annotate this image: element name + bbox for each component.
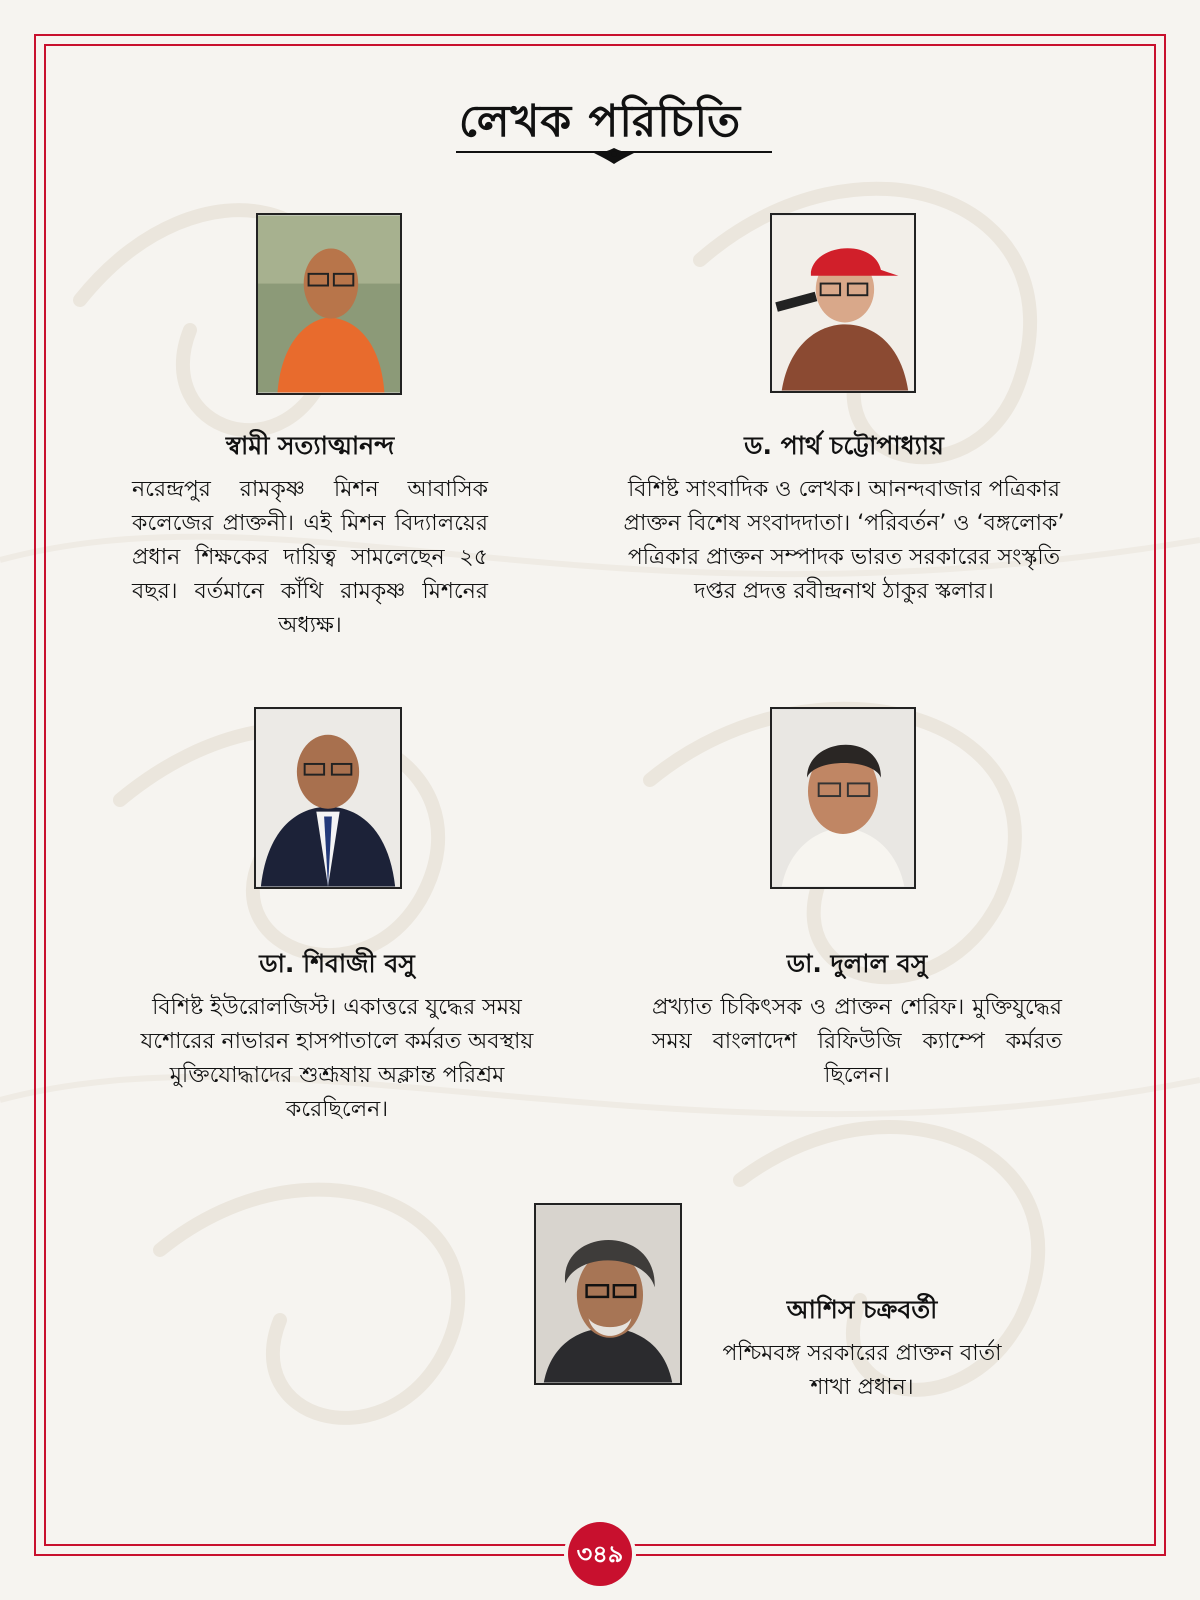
author-photo-partha-chattopadhyay [770,213,916,393]
page-title: লেখক পরিচিতি [458,96,742,147]
author-name: স্বামী সত্যাত্মানন্দ [225,431,395,460]
author-description: বিশিষ্ট সাংবাদিক ও লেখক। আনন্দবাজার পত্রিকার প্রাক্তন বিশেষ সংবাদদাতা। ‘পরিবর্তন’ ও ‘বঙ্গলোক’ পত্রিকার প্রাক্তন সম্পাদক ভারত সরকারের সংস্কৃতি দপ্তর প্রদত্ত রবীন্দ্রনাথ ঠাকুর স্কলার। [623,477,1065,604]
author-name: ড. পার্থ চট্টোপাধ্যায় [744,431,944,460]
author-bio-dulal-basu [652,944,1062,1093]
author-name: আশিস চক্রবর্তী [786,1295,938,1324]
author-photo-ashis-chakraborty [534,1203,682,1385]
author-name: ডা. দুলাল বসু [786,949,928,978]
author-bio-shivaji-basu [132,944,542,1127]
author-description: নরেন্দ্রপুর রামকৃষ্ণ মিশন আবাসিক কলেজের প্রাক্তনী। এই মিশন বিদ্যালয়ের প্রধান শিক্ষকের দায়িত্ব সামলেছেন ২৫ বছর। বর্তমানে কাঁথি রামকৃষ্ণ মিশনের অধ্যক্ষ। [132,477,488,638]
author-name: ডা. শিবাজী বসু [259,949,415,978]
title-ornament-divider [456,146,772,166]
author-bio-ashis-chakraborty [712,1290,1012,1405]
author-photo-dulal-basu [770,707,916,889]
author-description: প্রখ্যাত চিকিৎসক ও প্রাক্তন শেরিফ। মুক্তিযুদ্ধের সময় বাংলাদেশ রিফিউজি ক্যাম্পে কর্মরত ছিলেন। [652,995,1062,1088]
author-photo-shivaji-basu [254,707,402,889]
author-bio-swami-satyatmananda [132,426,488,643]
author-description: পশ্চিমবঙ্গ সরকারের প্রাক্তন বার্তা শাখা প্রধান। [722,1341,1002,1400]
author-bio-partha-chattopadhyay [604,426,1084,609]
page-number-badge: ৩৪৯ [568,1522,632,1586]
author-description: বিশিষ্ট ইউরোলজিস্ট। একাত্তরে যুদ্ধের সময় যশোরের নাভারন হাসপাতালে কর্মরত অবস্থায় মুক্তিযোদ্ধাদের শুশ্রূষায় অক্লান্ত পরিশ্রম করেছিলেন। [140,995,534,1122]
author-photo-swami-satyatmananda [256,213,402,395]
